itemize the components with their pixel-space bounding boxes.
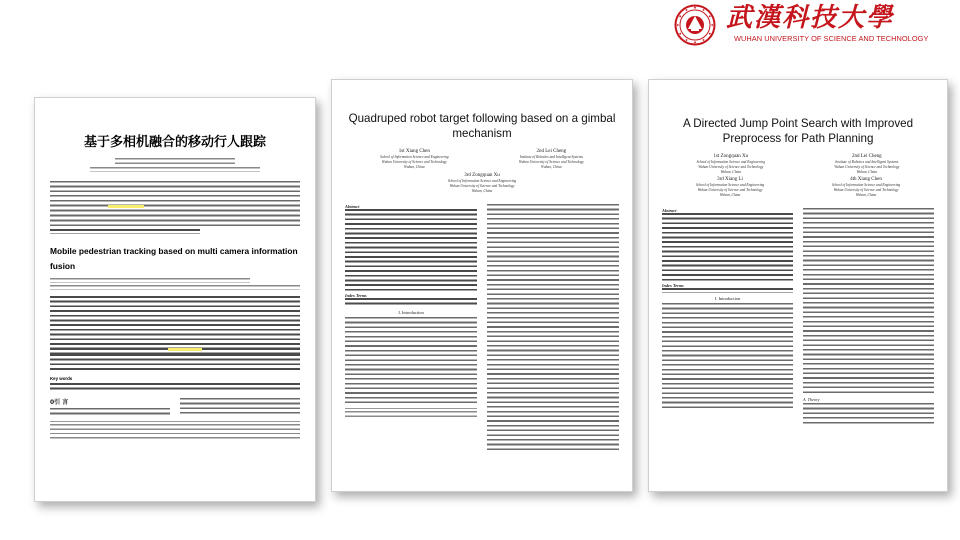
footnote xyxy=(50,421,300,440)
author-list xyxy=(662,177,934,197)
abstract-en xyxy=(50,296,300,372)
left-column xyxy=(345,204,477,452)
abstract-cn-text-2 xyxy=(50,215,300,229)
affiliation-en xyxy=(50,285,300,290)
paper-quadruped-robot xyxy=(331,79,633,492)
author-block: 2nd Lei Cheng Institute of Robotics and Intelligent Systems Wuhan University of Science and Technology Wuhan, China xyxy=(518,149,584,169)
keywords-cn xyxy=(50,229,200,234)
paper-title: Quadruped robot target following based on a gimbal mechanism xyxy=(348,112,616,140)
footnote xyxy=(345,408,477,420)
author-block: 3rd Zongquan Xu School of Information Science and Engineering Wuhan University of Science and Technology Wuhan, China xyxy=(447,173,517,193)
author-block: 1st Zongquan Xu School of Information Science and Engineering Wuhan University of Science and Technology Wuhan, China xyxy=(696,154,766,174)
abstract-cn-text xyxy=(50,181,300,205)
intro-text xyxy=(345,317,477,405)
authors-en xyxy=(50,278,250,283)
column-text-2 xyxy=(803,403,934,425)
abstract-en-text xyxy=(50,296,300,348)
column-text xyxy=(803,208,934,396)
paper-body xyxy=(345,204,619,452)
paper-title-cn: 基于多相机融合的移动行人跟踪 xyxy=(83,135,266,150)
author-block: 3rd Xiang Li School of Information Science and Engineering Wuhan University of Science and Technology Wuhan, China xyxy=(695,177,765,197)
introduction xyxy=(50,398,300,417)
author-list xyxy=(345,149,619,169)
university-seal-icon xyxy=(674,4,716,46)
section-heading: 0引 言 xyxy=(50,399,69,406)
section-heading: I. Introduction xyxy=(398,309,424,315)
left-column xyxy=(662,208,793,425)
abstract-en-highlight-line xyxy=(50,348,300,354)
author-block: 2nd Lei Cheng Institute of Robotics and Intelligent Systems Wuhan University of Science and Technology Wuhan, China xyxy=(834,154,900,174)
author-block: 1st Xiang Chen School of Information Science and Engineering Wuhan University of Science and Technology Wuhan, China xyxy=(380,149,449,169)
highlight-mark xyxy=(108,205,144,208)
paper-mobile-pedestrian-tracking xyxy=(34,97,316,502)
author-list xyxy=(662,154,934,174)
affiliation-line xyxy=(90,167,260,172)
index-terms-text xyxy=(345,298,477,307)
keywords-label: Key words xyxy=(50,376,73,381)
column-text xyxy=(487,204,619,452)
abstract-cn-highlight-line xyxy=(50,205,300,215)
abstract-label: Abstract xyxy=(662,207,677,213)
subsection-heading: A. Theory xyxy=(803,396,820,402)
right-column xyxy=(487,204,619,452)
abstract-en-text-2 xyxy=(50,354,300,372)
abstract-label: Abstract xyxy=(345,203,360,209)
university-logo xyxy=(674,4,956,48)
paper-title-en: Mobile pedestrian tracking based on multi camera information fusion xyxy=(50,246,298,271)
keywords-en xyxy=(50,375,300,392)
abstract-text xyxy=(662,213,793,283)
right-column xyxy=(803,208,934,425)
section-heading: I. Introduction xyxy=(714,295,741,301)
index-terms-text xyxy=(662,288,793,293)
author-block: 4th Xiang Chen School of Information Science and Engineering Wuhan University of Science and Technology Wuhan, China xyxy=(831,177,901,197)
abstract-cn xyxy=(50,181,300,234)
highlight-mark xyxy=(168,348,202,351)
index-terms-label: Index Terms xyxy=(345,292,367,298)
university-name-en: WUHAN UNIVERSITY OF SCIENCE AND TECHNOLOGY xyxy=(734,34,929,43)
author-line xyxy=(115,158,235,164)
university-name-cn: 武漢科技大學 xyxy=(726,3,895,33)
intro-text xyxy=(662,303,793,411)
paper-body xyxy=(662,208,934,425)
paper-jump-point-search xyxy=(648,79,948,492)
paper-title: A Directed Jump Point Search with Improved Preprocess for Path Planning xyxy=(682,117,914,145)
index-terms-label: Index Terms xyxy=(662,282,684,288)
abstract-text xyxy=(345,209,477,293)
